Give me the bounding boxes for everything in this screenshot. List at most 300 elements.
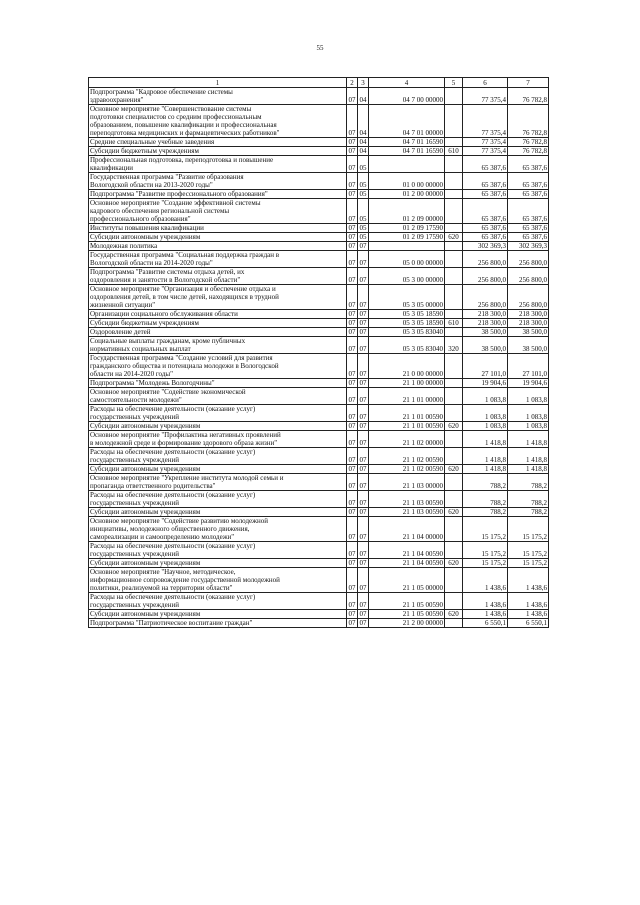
target-article-cell: 01 2 09 17590 <box>369 224 445 233</box>
amount-2-cell: 302 369,3 <box>508 242 549 251</box>
amount-2-cell: 788,2 <box>508 508 549 517</box>
section-cell: 07 <box>347 491 358 508</box>
header-cell-amount-2: 7 <box>508 78 549 88</box>
expense-type-cell <box>445 379 463 388</box>
section-cell: 07 <box>347 448 358 465</box>
table-row <box>89 310 549 319</box>
header-cell-target-article: 4 <box>369 78 445 88</box>
row-name-line: Субсидии автономным учреждениям <box>90 233 201 241</box>
row-name-line: Основное мероприятие "Научное, методическое, <box>90 568 236 576</box>
table-row <box>89 593 549 610</box>
subsection-cell: 04 <box>358 88 369 105</box>
row-name-line: кадрового обеспечения региональной системы <box>90 207 230 215</box>
row-name-line: Государственная программа "Социальная поддержка граждан в <box>90 251 280 259</box>
subsection-cell: 05 <box>359 190 367 198</box>
subsection-cell: 07 <box>358 251 369 268</box>
target-article-cell: 21 1 02 00590 <box>369 465 445 474</box>
target-article-cell: 21 1 05 00000 <box>369 568 445 593</box>
header-cell-amount-1: 6 <box>463 78 508 88</box>
table-row <box>89 405 549 422</box>
row-name-line: Субсидии автономным учреждениям <box>90 465 201 473</box>
amount-2-cell: 65 387,6 <box>508 199 549 224</box>
table-row <box>89 190 549 199</box>
section-cell: 07 <box>347 354 358 379</box>
expense-type-cell: 610 <box>445 319 463 328</box>
table-row <box>89 224 549 233</box>
amount-1-cell: 15 175,2 <box>463 559 508 568</box>
row-name-line: оздоровления и занятости в Вологодской области" <box>90 276 241 284</box>
row-name-cell <box>89 593 347 610</box>
subsection-cell: 07 <box>359 310 367 318</box>
target-article-cell: 21 1 00 00000 <box>369 379 445 388</box>
section-cell: 07 <box>347 593 358 610</box>
row-name-line: Расходы на обеспечение деятельности (оказание услуг) <box>90 448 256 456</box>
row-name-cell <box>89 147 347 156</box>
row-name-line: Субсидии автономным учреждениям <box>90 422 201 430</box>
amount-2-cell: 76 782,8 <box>508 105 549 138</box>
subsection-cell: 07 <box>358 337 369 354</box>
target-article-cell: 21 1 01 00590 <box>369 422 445 431</box>
section-cell: 07 <box>348 379 356 387</box>
row-name-cell <box>89 559 347 568</box>
expense-type-cell: 620 <box>445 465 463 474</box>
amount-1-cell: 77 375,4 <box>463 147 508 156</box>
expense-type-cell <box>445 405 463 422</box>
row-name-cell <box>89 610 347 619</box>
subsection-cell: 07 <box>359 328 367 336</box>
expense-type-cell <box>445 310 463 319</box>
row-name-cell <box>89 251 347 268</box>
table-row <box>89 173 549 190</box>
amount-2-cell: 65 387,6 <box>508 173 549 190</box>
section-cell: 07 <box>347 568 358 593</box>
table-row <box>89 508 549 517</box>
section-cell: 07 <box>347 173 358 190</box>
section-cell: 07 <box>347 199 358 224</box>
expense-type-cell <box>445 242 463 251</box>
amount-2-cell: 15 175,2 <box>508 517 549 542</box>
section-cell: 07 <box>347 405 358 422</box>
expense-type-cell <box>445 285 463 310</box>
expense-type-cell: 620 <box>445 559 463 568</box>
amount-2-cell: 1 083,8 <box>508 405 549 422</box>
row-name-line: Основное мероприятие "Организация и обеспечение отдыха и <box>90 285 276 293</box>
row-name-line: Основное мероприятие "Профилактика негативных проявлений <box>90 431 281 439</box>
row-name-line: государственных учреждений <box>90 550 179 558</box>
amount-2-cell: 1 418,8 <box>508 431 549 448</box>
table-row <box>89 242 549 251</box>
row-name-cell <box>89 568 347 593</box>
row-name-line: области на 2014-2020 годы" <box>90 370 173 378</box>
expense-type-cell <box>445 328 463 337</box>
row-name-cell <box>89 285 347 310</box>
table-row <box>89 474 549 491</box>
row-name-line: квалификации <box>90 164 133 172</box>
target-article-cell: 21 2 00 00000 <box>369 619 445 628</box>
target-article-cell: 21 1 05 00590 <box>369 610 445 619</box>
amount-1-cell: 1 083,8 <box>463 422 508 431</box>
amount-2-cell: 76 782,8 <box>508 138 549 147</box>
table-row <box>89 431 549 448</box>
subsection-cell: 07 <box>358 388 369 405</box>
table-row <box>89 233 549 242</box>
row-name-line: оздоровления детей, в том числе детей, находящихся в трудной <box>90 293 279 301</box>
amount-2-cell: 1 418,8 <box>508 465 549 474</box>
row-name-line: Расходы на обеспечение деятельности (оказание услуг) <box>90 491 256 499</box>
table-row <box>89 147 549 156</box>
row-name-cell <box>89 431 347 448</box>
subsection-cell: 07 <box>358 354 369 379</box>
amount-2-cell: 15 175,2 <box>508 559 549 568</box>
row-name-line: Субсидии бюджетным учреждениям <box>90 147 199 155</box>
expense-type-cell <box>445 156 463 173</box>
target-article-cell: 05 3 05 83040 <box>369 328 445 337</box>
row-name-cell <box>89 619 347 628</box>
section-cell: 07 <box>347 88 358 105</box>
row-name-line: жизненной ситуации" <box>90 301 156 309</box>
amount-1-cell: 65 387,6 <box>463 156 508 173</box>
section-cell: 07 <box>347 388 358 405</box>
row-name-line: пропаганда ответственного родительства" <box>90 482 216 490</box>
amount-2-cell: 1 438,6 <box>508 593 549 610</box>
row-name-line: образованием, повышение квалификации и профессиональная <box>90 121 277 129</box>
subsection-cell: 07 <box>359 242 367 250</box>
amount-2-cell: 256 800,0 <box>508 268 549 285</box>
table-row <box>89 319 549 328</box>
subsection-cell: 07 <box>359 610 367 618</box>
table-row <box>89 251 549 268</box>
expense-type-cell <box>445 431 463 448</box>
table-row <box>89 542 549 559</box>
row-name-line: Подпрограмма "Молодежь Вологодчины" <box>90 379 215 387</box>
target-article-cell: 21 1 03 00590 <box>369 491 445 508</box>
section-cell: 07 <box>347 285 358 310</box>
row-name-cell <box>89 508 347 517</box>
row-name-line: Институты повышения квалификации <box>90 224 204 232</box>
row-name-line: Основное мероприятие "Укрепление института молодой семьи и <box>90 474 284 482</box>
subsection-cell: 07 <box>359 379 367 387</box>
amount-1-cell: 788,2 <box>463 508 508 517</box>
amount-1-cell: 38 500,0 <box>463 337 508 354</box>
amount-2-cell: 38 500,0 <box>508 328 549 337</box>
subsection-cell: 07 <box>358 285 369 310</box>
table-row <box>89 379 549 388</box>
amount-2-cell: 65 387,6 <box>508 224 549 233</box>
amount-1-cell: 1 438,6 <box>463 593 508 610</box>
table-row <box>89 156 549 173</box>
table-row <box>89 105 549 138</box>
row-name-line: здравоохранения" <box>90 96 144 104</box>
row-name-line: подготовки специалистов со средним профессиональным <box>90 113 262 121</box>
target-article-cell: 21 1 04 00590 <box>369 559 445 568</box>
row-name-line: политики, реализуемой на территории области" <box>90 584 233 592</box>
row-name-line: Расходы на обеспечение деятельности (оказание услуг) <box>90 593 256 601</box>
table-row <box>89 337 549 354</box>
expense-type-cell <box>445 474 463 491</box>
row-name-line: Вологодской области на 2014-2020 годы" <box>90 259 213 267</box>
target-article-cell: 04 7 01 16590 <box>369 138 445 147</box>
subsection-cell: 07 <box>358 405 369 422</box>
amount-2-cell: 76 782,8 <box>508 147 549 156</box>
expense-type-cell <box>445 88 463 105</box>
target-article-cell: 05 0 00 00000 <box>369 251 445 268</box>
amount-1-cell: 27 101,0 <box>463 354 508 379</box>
table-row <box>89 388 549 405</box>
row-name-cell <box>89 138 347 147</box>
row-name-line: Основное мероприятие "Содействие экономической <box>90 388 246 396</box>
table-row <box>89 354 549 379</box>
section-cell: 07 <box>348 508 356 516</box>
amount-1-cell: 788,2 <box>463 491 508 508</box>
table-row <box>89 491 549 508</box>
row-name-line: Основное мероприятие "Совершенствование системы <box>90 105 252 113</box>
section-cell: 07 <box>348 610 356 618</box>
amount-1-cell: 65 387,6 <box>463 199 508 224</box>
row-name-cell <box>89 105 347 138</box>
row-name-line: Расходы на обеспечение деятельности (оказание услуг) <box>90 405 256 413</box>
section-cell: 07 <box>347 105 358 138</box>
header-cell-subsection: 3 <box>358 78 369 88</box>
target-article-cell: 04 7 01 00000 <box>369 105 445 138</box>
row-name-line: Основное мероприятие "Содействие развитию молодежной <box>90 517 268 525</box>
amount-1-cell: 15 175,2 <box>463 542 508 559</box>
row-name-line: Оздоровление детей <box>90 328 151 336</box>
amount-1-cell: 1 418,8 <box>463 465 508 474</box>
row-name-cell <box>89 405 347 422</box>
row-name-line: Подпрограмма "Кадровое обеспечение системы <box>90 88 233 96</box>
row-name-cell <box>89 474 347 491</box>
row-name-cell <box>89 337 347 354</box>
amount-1-cell: 1 418,8 <box>463 431 508 448</box>
section-cell: 07 <box>348 138 356 146</box>
row-name-line: переподготовка медицинских и фармацевтических работников" <box>90 129 280 137</box>
row-name-cell <box>89 310 347 319</box>
row-name-cell <box>89 465 347 474</box>
subsection-cell: 07 <box>359 319 367 327</box>
table-row <box>89 285 549 310</box>
section-cell: 07 <box>348 310 356 318</box>
amount-1-cell: 65 387,6 <box>463 224 508 233</box>
row-name-cell <box>89 199 347 224</box>
table-row <box>89 328 549 337</box>
subsection-cell: 07 <box>358 593 369 610</box>
expense-type-cell <box>445 105 463 138</box>
target-article-cell: 21 1 02 00000 <box>369 431 445 448</box>
table-row <box>89 559 549 568</box>
subsection-cell: 07 <box>358 542 369 559</box>
expense-type-cell <box>445 190 463 199</box>
section-cell: 07 <box>347 156 358 173</box>
amount-2-cell: 256 800,0 <box>508 285 549 310</box>
amount-1-cell: 77 375,4 <box>463 138 508 147</box>
row-name-cell <box>89 542 347 559</box>
amount-1-cell: 77 375,4 <box>463 105 508 138</box>
expense-type-cell <box>445 138 463 147</box>
row-name-line: Организации социального обслуживания области <box>90 310 238 318</box>
row-name-line: гражданского общества и потенциала молодежи в Вологодской <box>90 362 279 370</box>
row-name-cell <box>89 233 347 242</box>
section-cell: 07 <box>347 268 358 285</box>
row-name-line: инициативы, молодежного общественного движения, <box>90 525 250 533</box>
header-cell-section: 2 <box>347 78 358 88</box>
amount-2-cell: 1 418,8 <box>508 448 549 465</box>
row-name-line: Субсидии автономным учреждениям <box>90 508 201 516</box>
amount-1-cell: 1 083,8 <box>463 405 508 422</box>
table-row <box>89 138 549 147</box>
section-cell: 07 <box>348 559 356 567</box>
row-name-line: Расходы на обеспечение деятельности (оказание услуг) <box>90 542 256 550</box>
target-article-cell: 05 3 00 00000 <box>369 268 445 285</box>
row-name-line: Подпрограмма "Патриотическое воспитание граждан" <box>90 619 253 627</box>
row-name-cell <box>89 190 347 199</box>
expense-type-cell <box>445 199 463 224</box>
header-cell-name: 1 <box>89 78 347 88</box>
expense-type-cell <box>445 251 463 268</box>
target-article-cell: 04 7 00 00000 <box>369 88 445 105</box>
expense-type-cell: 620 <box>445 610 463 619</box>
subsection-cell: 07 <box>359 508 367 516</box>
subsection-cell: 04 <box>359 138 367 146</box>
section-cell: 07 <box>347 337 358 354</box>
row-name-cell <box>89 517 347 542</box>
subsection-cell: 05 <box>358 173 369 190</box>
row-name-line: Средние специальные учебные заведения <box>90 138 215 146</box>
row-name-cell <box>89 224 347 233</box>
amount-1-cell: 1 438,6 <box>463 568 508 593</box>
target-article-cell: 21 1 05 00590 <box>369 593 445 610</box>
section-cell: 07 <box>347 251 358 268</box>
section-cell: 07 <box>348 224 356 232</box>
expense-type-cell: 620 <box>445 233 463 242</box>
amount-2-cell: 1 438,6 <box>508 568 549 593</box>
row-name-cell <box>89 491 347 508</box>
subsection-cell: 05 <box>359 233 367 241</box>
table-row <box>89 268 549 285</box>
table-body <box>89 78 549 628</box>
row-name-cell <box>89 173 347 190</box>
amount-1-cell: 19 904,6 <box>463 379 508 388</box>
subsection-cell: 07 <box>359 465 367 473</box>
amount-2-cell: 65 387,6 <box>508 156 549 173</box>
row-name-line: информационное сопровождение государственной молодежной <box>90 576 280 584</box>
section-cell: 07 <box>348 233 356 241</box>
row-name-line: государственных учреждений <box>90 456 179 464</box>
amount-1-cell: 788,2 <box>463 474 508 491</box>
amount-2-cell: 1 438,6 <box>508 610 549 619</box>
amount-1-cell: 256 800,0 <box>463 285 508 310</box>
amount-2-cell: 65 387,6 <box>508 233 549 242</box>
amount-2-cell: 19 904,6 <box>508 379 549 388</box>
amount-2-cell: 256 800,0 <box>508 251 549 268</box>
target-article-cell: 21 1 04 00590 <box>369 542 445 559</box>
amount-1-cell: 65 387,6 <box>463 190 508 199</box>
row-name-line: в молодежной среде и формирование здорового образа жизни" <box>90 439 278 447</box>
target-article-cell: 05 3 05 18590 <box>369 310 445 319</box>
amount-2-cell: 15 175,2 <box>508 542 549 559</box>
row-name-line: Субсидии автономным учреждениям <box>90 559 201 567</box>
subsection-cell: 07 <box>358 568 369 593</box>
section-cell: 07 <box>347 474 358 491</box>
expense-type-cell: 610 <box>445 147 463 156</box>
row-name-cell <box>89 268 347 285</box>
expense-type-cell <box>445 224 463 233</box>
table-row <box>89 465 549 474</box>
target-article-cell <box>369 156 445 173</box>
expense-type-cell <box>445 388 463 405</box>
target-article-cell: 01 2 09 00000 <box>369 199 445 224</box>
target-article-cell: 21 1 02 00590 <box>369 448 445 465</box>
row-name-line: самостоятельности молодежи" <box>90 396 182 404</box>
expense-type-cell: 620 <box>445 508 463 517</box>
expense-type-cell <box>445 517 463 542</box>
amount-2-cell: 1 083,8 <box>508 388 549 405</box>
amount-1-cell: 302 369,3 <box>463 242 508 251</box>
row-name-line: нормативных социальных выплат <box>90 345 191 353</box>
expense-type-cell <box>445 491 463 508</box>
amount-1-cell: 65 387,6 <box>463 173 508 190</box>
row-name-cell <box>89 388 347 405</box>
target-article-cell: 21 1 01 00000 <box>369 388 445 405</box>
section-cell: 07 <box>348 328 356 336</box>
row-name-line: Государственная программа "Создание условий для развития <box>90 354 273 362</box>
section-cell: 07 <box>348 619 356 627</box>
section-cell: 07 <box>347 517 358 542</box>
amount-1-cell: 218 300,0 <box>463 319 508 328</box>
row-name-cell <box>89 319 347 328</box>
row-name-line: профессионального образования" <box>90 215 191 223</box>
subsection-cell: 07 <box>358 268 369 285</box>
subsection-cell: 07 <box>359 422 367 430</box>
row-name-line: Подпрограмма "Развитие системы отдыха детей, их <box>90 268 245 276</box>
expense-type-cell <box>445 173 463 190</box>
target-article-cell: 01 2 00 00000 <box>369 190 445 199</box>
page-number: 55 <box>316 44 324 52</box>
row-name-line: Субсидии автономным учреждениям <box>90 610 201 618</box>
amount-2-cell: 1 083,8 <box>508 422 549 431</box>
amount-1-cell: 77 375,4 <box>463 88 508 105</box>
expense-type-cell <box>445 619 463 628</box>
target-article-cell <box>369 242 445 251</box>
amount-2-cell: 65 387,6 <box>508 190 549 199</box>
subsection-cell: 05 <box>358 199 369 224</box>
budget-table <box>88 77 549 628</box>
amount-2-cell: 6 550,1 <box>508 619 549 628</box>
target-article-cell: 21 1 01 00590 <box>369 405 445 422</box>
target-article-cell: 05 3 05 18590 <box>369 319 445 328</box>
amount-1-cell: 256 800,0 <box>463 268 508 285</box>
expense-type-cell <box>445 593 463 610</box>
target-article-cell: 04 7 01 16590 <box>369 147 445 156</box>
row-name-cell <box>89 379 347 388</box>
table-row <box>89 610 549 619</box>
amount-1-cell: 218 300,0 <box>463 310 508 319</box>
row-name-line: Профессиональная подготовка, переподготовка и повышение <box>90 156 274 164</box>
amount-1-cell: 15 175,2 <box>463 517 508 542</box>
row-name-line: Субсидии бюджетным учреждениям <box>90 319 199 327</box>
target-article-cell: 01 0 00 00000 <box>369 173 445 190</box>
subsection-cell: 05 <box>358 156 369 173</box>
section-cell: 07 <box>348 422 356 430</box>
amount-1-cell: 38 500,0 <box>463 328 508 337</box>
row-name-line: Подпрограмма "Развитие профессионального образования" <box>90 190 268 198</box>
table-row <box>89 422 549 431</box>
amount-2-cell: 788,2 <box>508 474 549 491</box>
expense-type-cell: 620 <box>445 422 463 431</box>
amount-1-cell: 256 800,0 <box>463 251 508 268</box>
target-article-cell: 05 3 05 83040 <box>369 337 445 354</box>
amount-1-cell: 65 387,6 <box>463 233 508 242</box>
subsection-cell: 07 <box>358 431 369 448</box>
